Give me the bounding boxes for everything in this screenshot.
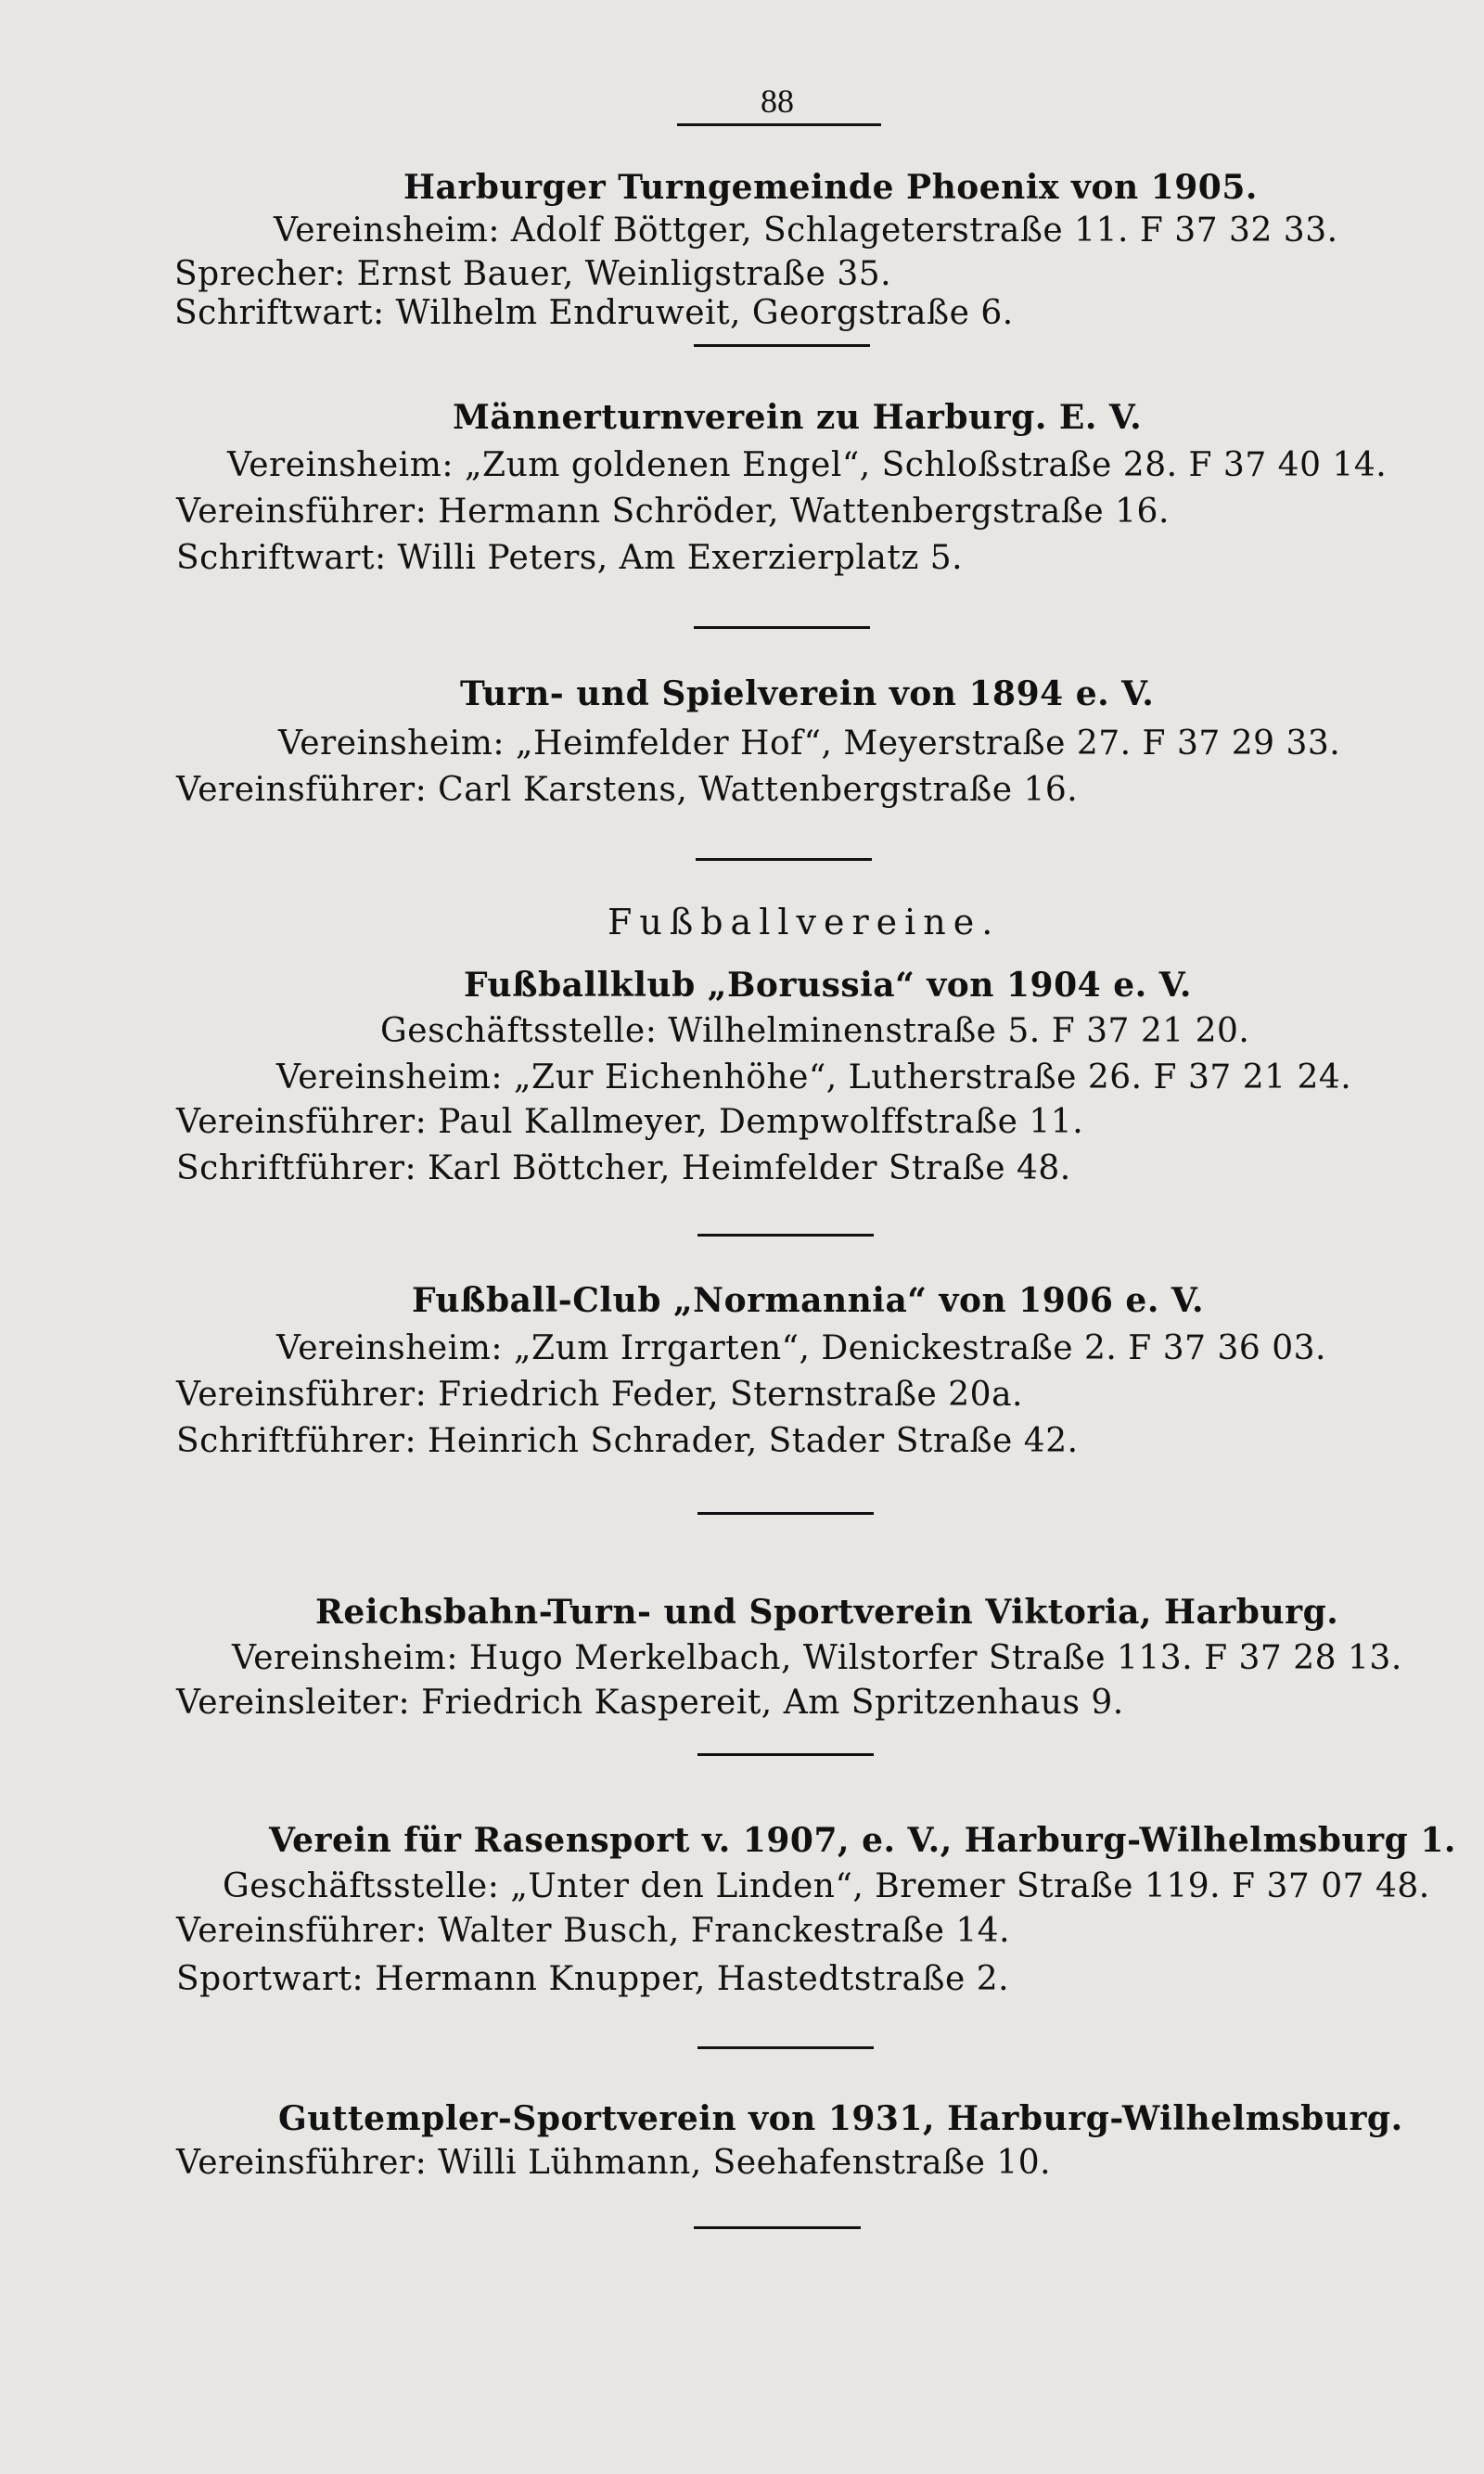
club-detail-line: Vereinsführer: Paul Kallmeyer, Dempwolffstraße 11. (176, 1103, 1084, 1141)
section-divider (697, 1234, 874, 1237)
club-detail-line: Sportwart: Hermann Knupper, Hastedtstraße 2. (176, 1960, 1010, 1998)
club-detail-line: Schriftwart: Wilhelm Endruweit, Georgstraße 6. (174, 294, 1014, 332)
club-detail-line: Vereinsführer: Carl Karstens, Wattenbergstraße 16. (176, 771, 1079, 809)
club-title: Verein für Rasensport v. 1907, e. V., Harburg-Wilhelmsburg 1. (269, 1821, 1456, 1860)
club-title: Fußballklub „Borussia“ von 1904 e. V. (464, 966, 1192, 1005)
club-detail-line: Schriftwart: Willi Peters, Am Exerzierplatz 5. (176, 539, 964, 577)
club-detail-line: Vereinsheim: Hugo Merkelbach, Wilstorfer Straße 113. F 37 28 13. (232, 1639, 1402, 1677)
club-detail-line: Schriftführer: Heinrich Schrader, Stader Straße 42. (176, 1422, 1079, 1460)
club-title: Guttempler-Sportverein von 1931, Harburg-Wilhelmsburg. (278, 2099, 1403, 2138)
section-heading-fussballvereine: Fußballvereine. (608, 902, 1001, 942)
club-title: Harburger Turngemeinde Phoenix von 1905. (403, 168, 1258, 207)
section-divider (697, 1753, 874, 1756)
club-detail-line: Vereinsheim: Adolf Böttger, Schlageterstraße 11. F 37 32 33. (274, 212, 1338, 250)
section-divider (696, 858, 872, 861)
club-detail-line: Sprecher: Ernst Bauer, Weinligstraße 35. (174, 255, 892, 293)
club-detail-line: Vereinsführer: Hermann Schröder, Wattenbergstraße 16. (176, 493, 1170, 531)
club-detail-line: Vereinsführer: Walter Busch, Franckestraße 14. (176, 1912, 1011, 1950)
club-detail-line: Vereinsheim: „Zur Eichenhöhe“, Lutherstraße 26. F 37 21 24. (276, 1058, 1352, 1096)
club-detail-line: Schriftführer: Karl Böttcher, Heimfelder Straße 48. (176, 1149, 1071, 1187)
section-divider (694, 344, 870, 347)
section-divider (694, 2226, 861, 2229)
club-detail-line: Vereinsführer: Willi Lühmann, Seehafenstraße 10. (176, 2144, 1052, 2182)
header-rule (677, 123, 881, 126)
club-title: Männerturnverein zu Harburg. E. V. (453, 398, 1143, 437)
section-divider (697, 2046, 874, 2049)
club-title: Fußball-Club „Normannia“ von 1906 e. V. (412, 1281, 1205, 1320)
club-detail-line: Vereinsheim: „Heimfelder Hof“, Meyerstraße 27. F 37 29 33. (278, 724, 1341, 763)
club-title: Turn- und Spielverein von 1894 e. V. (460, 674, 1155, 713)
section-divider (694, 626, 870, 629)
club-detail-line: Vereinsheim: „Zum goldenen Engel“, Schloßstraße 28. F 37 40 14. (227, 446, 1388, 484)
club-detail-line: Geschäftsstelle: Wilhelminenstraße 5. F 37 21 20. (380, 1012, 1250, 1050)
section-divider (697, 1512, 874, 1515)
club-detail-line: Vereinsführer: Friedrich Feder, Sternstraße 20a. (176, 1376, 1023, 1414)
club-detail-line: Vereinsleiter: Friedrich Kaspereit, Am Spritzenhaus 9. (176, 1684, 1124, 1722)
club-title: Reichsbahn-Turn- und Sportverein Viktoria, Harburg. (315, 1593, 1339, 1632)
page-number: 88 (761, 83, 794, 120)
club-detail-line: Geschäftsstelle: „Unter den Linden“, Bremer Straße 119. F 37 07 48. (223, 1867, 1430, 1905)
club-detail-line: Vereinsheim: „Zum Irrgarten“, Denickestraße 2. F 37 36 03. (276, 1329, 1326, 1367)
